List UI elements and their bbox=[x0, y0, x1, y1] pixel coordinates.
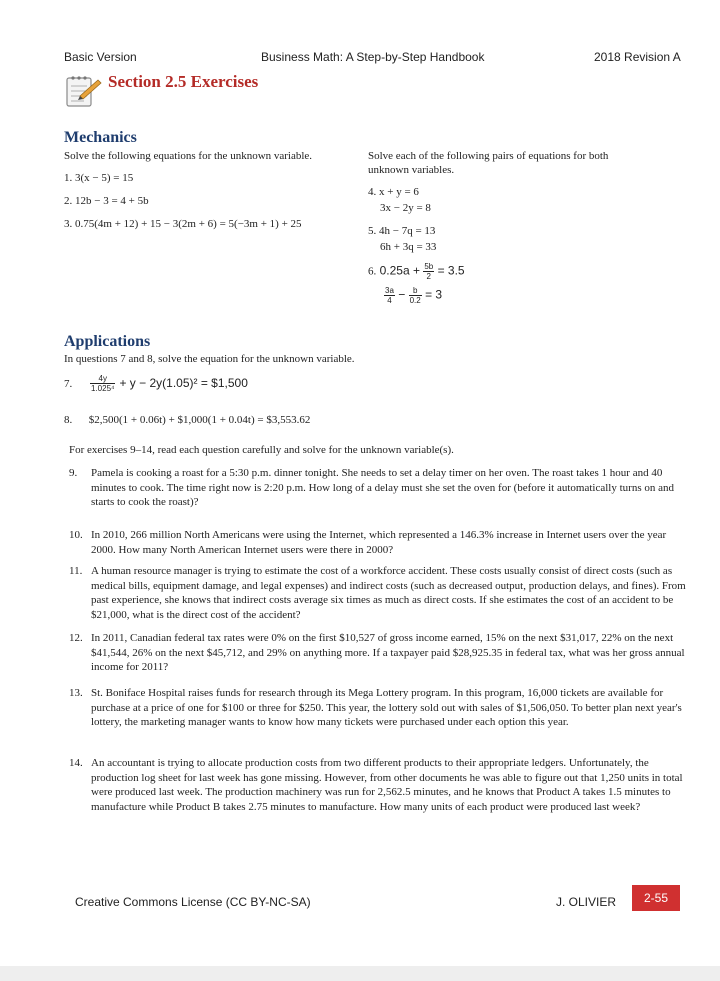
equation-2: 2. 12b − 3 = 4 + 5b bbox=[64, 195, 149, 207]
mechanics-left-instruction: Solve the following equations for the unknown variable. bbox=[64, 150, 313, 162]
item-text: Pamela is cooking a roast for a 5:30 p.m. dinner tonight. She needs to set a delay timer on her oven. The roast takes 1 hour and 40 minutes to cook. The time right now is 2:20 p.m. How long of a delay must she set the oven for (before it automatically turns on and starts to cook the roast)? bbox=[91, 467, 674, 509]
equation-6b bbox=[384, 286, 442, 305]
equation-6b-fraction-2: $\frac{b}{0.2}$ bbox=[409, 286, 421, 305]
equation-1: 1. 3(x − 5) = 15 bbox=[64, 172, 134, 184]
list-item bbox=[69, 756, 687, 814]
list-item bbox=[69, 466, 687, 510]
list-item bbox=[69, 528, 687, 557]
equation-6b-post: = 3 bbox=[425, 287, 443, 302]
equation-5a: 5. 4h − 7q = 13 bbox=[368, 225, 436, 237]
applications-heading: Applications bbox=[64, 333, 151, 350]
mechanics-right-instruction-2: unknown variables. bbox=[368, 164, 455, 176]
equation-6a bbox=[368, 262, 465, 281]
item-number: 9. bbox=[69, 467, 78, 479]
question-8 bbox=[64, 414, 310, 426]
question-7 bbox=[64, 374, 248, 393]
question-7-fraction: $\frac{4y}{\text{1.025⁴}}$ bbox=[91, 374, 115, 393]
mechanics-right-instruction-1: Solve each of the following pairs of equations for both bbox=[368, 150, 609, 162]
applications-instruction-2: For exercises 9–14, read each question carefully and solve for the unknown variable(s). bbox=[69, 444, 454, 456]
item-number: 11. bbox=[69, 565, 83, 577]
mechanics-heading: Mechanics bbox=[64, 129, 137, 146]
question-7-equation: + y − 2y(1.05)² = $1,500 bbox=[119, 376, 248, 391]
equation-6a-fraction: $\frac{5b}{2}$ bbox=[424, 262, 434, 281]
item-text: In 2011, Canadian federal tax rates were 0% on the first $10,527 of gross income earned, 15% on the next $31,017, 22% on the next $41,544, 26% on the next $45,712, and 29% on anything more. If a taxpayer paid $28,925.35 in federal tax, what was her gross annual income for 2011? bbox=[91, 632, 685, 674]
notepad-icon bbox=[64, 72, 104, 108]
equation-6a-pre: 0.25a + bbox=[379, 263, 420, 278]
item-number: 14. bbox=[69, 757, 83, 769]
header-right: 2018 Revision A bbox=[594, 50, 681, 64]
item-text: St. Boniface Hospital raises funds for research through its Mega Lottery program. In this program, 16,000 tickets are available for purchase at a price of one for $100 or three for $250. This year, the lottery sold out with sales of $1,506,050. To better plan next year's lottery, the marketing manager wants to know how many tickets were purchased under each option this year. bbox=[91, 687, 682, 729]
item-number: 13. bbox=[69, 687, 83, 699]
item-number: 12. bbox=[69, 632, 83, 644]
equation-6-number: 6. bbox=[368, 265, 377, 278]
question-8-number: 8. bbox=[64, 414, 73, 426]
question-8-equation: $2,500(1 + 0.06t) + $1,000(1 + 0.04t) = $3,553.62 bbox=[88, 414, 311, 426]
equation-4b: 3x − 2y = 8 bbox=[380, 202, 431, 214]
equation-5b: 6h + 3q = 33 bbox=[380, 241, 437, 253]
list-item bbox=[69, 686, 687, 730]
equation-3: 3. 0.75(4m + 12) + 15 − 3(2m + 6) = 5(−3m + 1) + 25 bbox=[64, 218, 302, 230]
header-left: Basic Version bbox=[64, 50, 137, 64]
equation-4a: 4. x + y = 6 bbox=[368, 186, 419, 198]
question-7-number: 7. bbox=[64, 378, 73, 391]
applications-instruction: In questions 7 and 8, solve the equation for the unknown variable. bbox=[64, 353, 355, 365]
item-text: A human resource manager is trying to estimate the cost of a workforce accident. These costs usually consist of direct costs (such as medical bills, equipment damage, and legal expenses) and indirect costs (such as decreased output, production delays, and fines). From past experience, she knows that indirect costs average six times as much as direct costs. If she estimates the cost of an accident to be $21,000, what is the direct cost of the accident? bbox=[91, 565, 686, 621]
footer-author: J. OLIVIER bbox=[556, 895, 617, 909]
page-number-badge: 2-55 bbox=[632, 885, 680, 911]
item-text: An accountant is trying to allocate production costs from two different products to their appropriate ledgers. Unfortunately, the production log sheet for last week has gone missing. However, from other documents he was able to figure out that 1,250 units in total were produced last week. The production machinery was run for 2,562.5 minutes, and he knows that Product A takes 1.5 minutes to manufacture while Product B takes 2.75 minutes to manufacture. How many units of each product were produced last week? bbox=[91, 757, 683, 813]
equation-6a-post: = 3.5 bbox=[437, 263, 465, 278]
item-text: In 2010, 266 million North Americans were using the Internet, which represented a 146.3% increase in Internet users over the year 2000. How many North American Internet users were there in 2000? bbox=[91, 529, 667, 556]
list-item bbox=[69, 631, 687, 675]
equation-6b-fraction-1: $\frac{3a}{4}$ bbox=[385, 286, 394, 305]
item-number: 10. bbox=[69, 529, 83, 541]
list-item bbox=[69, 564, 687, 622]
header-center: Business Math: A Step-by-Step Handbook bbox=[261, 50, 485, 64]
equation-6b-minus: − bbox=[398, 287, 406, 302]
footer-license: Creative Commons License (CC BY-NC-SA) bbox=[75, 895, 311, 909]
section-title: Section 2.5 Exercises bbox=[108, 72, 259, 91]
